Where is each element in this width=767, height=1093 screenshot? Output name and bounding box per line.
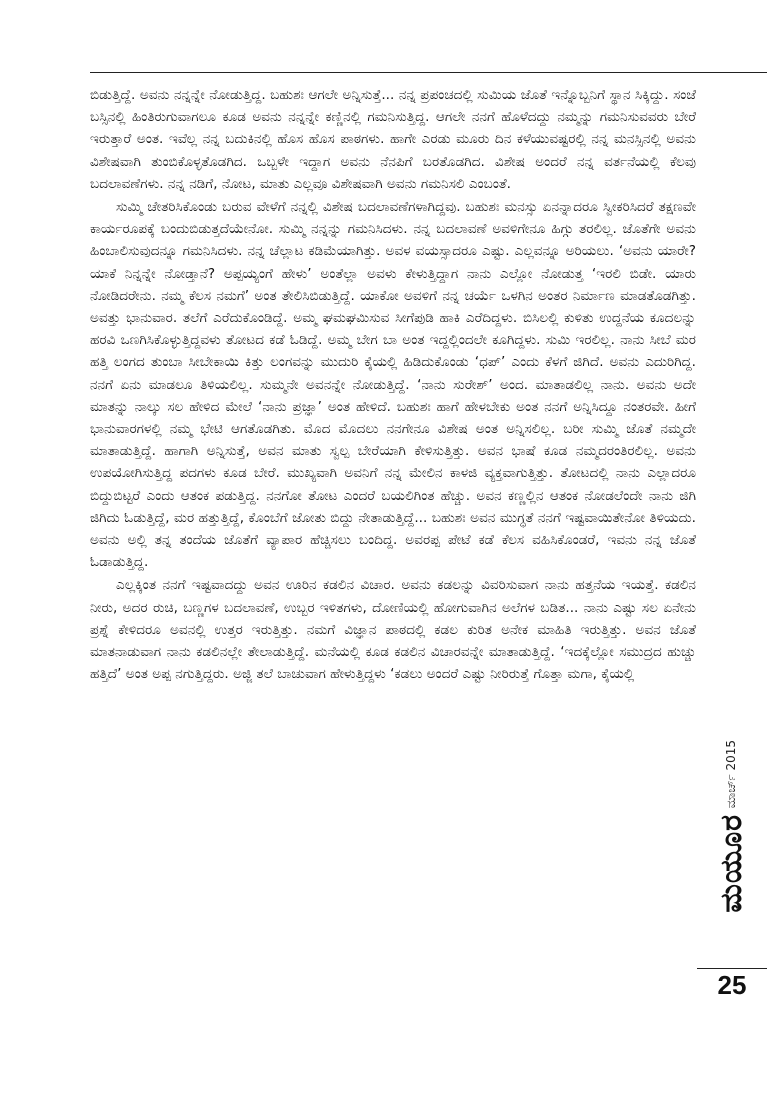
header-rule [90,72,767,73]
page-number: 25 [717,970,747,1000]
sidebar-text [709,740,753,960]
article-paragraph-2: ಸುಮ್ಮಿ ಚೇತರಿಸಿಕೊಂಡು ಬರುವ ವೇಳೆಗೆ ನನ್ನಲ್ಲಿ ವಿಶೇಷ ಬದಲಾವಣೆಗಳಾಗಿದ್ದವು. ಬಹುಶಃ ಮನಸ್ಸು ಏನನ್ನಾದರೂ ಸ್ವೀಕರಿಸಿದರೆ ತಕ್ಷಣವೇ ಕಾರ್ಯರೂಪಕ್ಕೆ ಬಂದುಬಿಡುತ್ತದೆಯೇನೋ. ಸುಮ್ಮಿ ನನ್ನನ್ನು ಗಮನಿಸಿದಳು. ನನ್ನ ಬದಲಾವಣೆ ಅವಳಿಗೇನೂ ಹಿಗ್ಗು ತರಲಿಲ್ಲ. ಜೊತೆಗೇ ಅವನು ಹಿಂಬಾಲಿಸುವುದನ್ನೂ ಗಮನಿಸಿದಳು. ನನ್ನ ಚೆಲ್ಲಾಟ ಕಡಿಮೆಯಾಗಿತ್ತು. ಅವಳ ವಯಸ್ಸಾದರೂ ಎಷ್ಟು. ಎಲ್ಲವನ್ನೂ ಅರಿಯಲು. ‘ಅವನು ಯಾರೇ? ಯಾಕೆ ನಿನ್ನನ್ನೇ ನೋಡ್ತಾನೆ? ಅಪ್ಪಯ್ಯಂಗೆ ಹೇಳು’ ಅಂತೆಲ್ಲಾ ಅವಳು ಕೇಳುತ್ತಿದ್ದಾಗ ನಾನು ಎಲ್ಲೋ ನೋಡುತ್ತ ‘ಇರಲಿ ಬಿಡೇ. ಯಾರು ನೋಡಿದರೇನು. ನಮ್ಮ ಕೆಲಸ ನಮಗೆ’ ಅಂತ ತೇಲಿಸಿಬಿಡುತ್ತಿದ್ದೆ. ಯಾಕೋ ಅವಳಿಗೆ ನನ್ನ ಚರ್ಯೆ ಒಳಗಿನ ಅಂತರ ನಿರ್ಮಾಣ ಮಾಡತೊಡಗಿತ್ತು. ಅವತ್ತು ಭಾನುವಾರ. ತಲೆಗೆ ಎರೆದುಕೊಂಡಿದ್ದೆ. ಅಮ್ಮ ಘಮಘಮಿಸುವ ಸೀಗೆಪುಡಿ ಹಾಕಿ ಎರೆದಿದ್ದಳು. ಬಿಸಿಲಲ್ಲಿ ಕುಳಿತು ಉದ್ದನೆಯ ಕೂದಲನ್ನು ಹರವಿ ಒಣಗಿಸಿಕೊಳ್ಳುತ್ತಿದ್ದವಳು ತೋಟದ ಕಡೆ ಓಡಿದ್ದೆ. ಅಮ್ಮ ಬೇಗ ಬಾ ಅಂತ ಇದ್ದಲ್ಲಿಂದಲೇ ಕೂಗಿದ್ದಳು. ಸುಮಿ ಇರಲಿಲ್ಲ. ನಾನು ಸೀಬೆ ಮರ ಹತ್ತಿ ಲಂಗದ ತುಂಬಾ ಸೀಬೇಕಾಯಿ ಕಿತ್ತು ಲಂಗವನ್ನು ಮುದುರಿ ಕೈಯಲ್ಲಿ ಹಿಡಿದುಕೊಂಡು ‘ಧಪ್’ ಎಂದು ಕೆಳಗೆ ಜಿಗಿದೆ. ಅವನು ಎದುರಿಗಿದ್ದ. ನನಗೆ ಏನು ಮಾಡಲೂ ತಿಳಿಯಲಿಲ್ಲ. ಸುಮ್ಮನೇ ಅವನನ್ನೇ ನೋಡುತ್ತಿದ್ದೆ. ‘ನಾನು ಸುರೇಶ್’ ಅಂದ. ಮಾತಾಡಲಿಲ್ಲ ನಾನು. ಅವನು ಅದೇ ಮಾತನ್ನು ನಾಲ್ಕು ಸಲ ಹೇಳಿದ ಮೇಲೆ ‘ನಾನು ಪ್ರಜ್ಞಾ’ ಅಂತ ಹೇಳಿದೆ. ಬಹುಶಃ ಹಾಗೆ ಹೇಳಬೇಕು ಅಂತ ನನಗೆ ಅನ್ನಿಸಿದ್ದೂ ನಂತರವೇ. ಹೀಗೆ ಭಾನುವಾರಗಳಲ್ಲಿ ನಮ್ಮ ಭೇಟಿ ಆಗತೊಡಗಿತು. ಮೊದ ಮೊದಲು ನನಗೇನೂ ವಿಶೇಷ ಅಂತ ಅನ್ನಿಸಲಿಲ್ಲ. ಬರೀ ಸುಮ್ಮಿ ಜೊತೆ ನಮ್ಮದೇ ಮಾತಾಡುತ್ತಿದ್ದೆ. ಹಾಗಾಗಿ ಅನ್ನಿಸುತ್ತೆ, ಅವನ ಮಾತು ಸ್ವಲ್ಪ ಬೇರೆಯಾಗಿ ಕೇಳಿಸುತ್ತಿತ್ತು. ಅವನ ಭಾಷೆ ಕೂಡ ನಮ್ಮದರಂತಿರಲಿಲ್ಲ. ಅವನು ಉಪಯೋಗಿಸುತ್ತಿದ್ದ ಪದಗಳು ಕೂಡ ಬೇರೆ. ಮುಖ್ಯವಾಗಿ ಅವನಿಗೆ ನನ್ನ ಮೇಲಿನ ಕಾಳಜಿ ವ್ಯಕ್ತವಾಗುತ್ತಿತ್ತು. ತೋಟದಲ್ಲಿ ನಾನು ಎಲ್ಲಾದರೂ ಬಿದ್ದುಬಿಟ್ಟರೆ ಎಂದು ಆತಂಕ ಪಡುತ್ತಿದ್ದ. ನನಗೋ ತೋಟ ಎಂದರೆ ಬಯಲಿಗಿಂತ ಹೆಚ್ಚು. ಅವನ ಕಣ್ಣಲ್ಲಿನ ಆತಂಕ ನೋಡಲೆಂದೇ ನಾನು ಜಿಗಿ ಜಿಗಿದು ಓಡುತ್ತಿದ್ದೆ, ಮರ ಹತ್ತುತ್ತಿದ್ದೆ, ಕೊಂಬೆಗೆ ಜೋತು ಬಿದ್ದು ನೇತಾಡುತ್ತಿದ್ದೆ... ಬಹುಶಃ ಅವನ ಮುಗ್ಧತೆ ನನಗೆ ಇಷ್ಟವಾಯಿತೇನೋ ತಿಳಿಯದು. ಅವನು ಅಲ್ಲಿ ತನ್ನ ತಂದೆಯ ಜೊತೆಗೆ ವ್ಯಾಪಾರ ಹೆಚ್ಚಿಸಲು ಬಂದಿದ್ದ. ಅವರಪ್ಪ ಪೇಟೆ ಕಡೆ ಕೆಲಸ ವಹಿಸಿಕೊಂಡರೆ, ಇವನು ನನ್ನ ಜೊತೆ ಓಡಾಡುತ್ತಿದ್ದ. [90,199,696,571]
article-paragraph-1: ಬಿಡುತ್ತಿದ್ದೆ. ಅವನು ನನ್ನನ್ನೇ ನೋಡುತ್ತಿದ್ದ. ಬಹುಶಃ ಆಗಲೇ ಅನ್ನಿಸುತ್ತೆ... ನನ್ನ ಪ್ರಪಂಚದಲ್ಲಿ ಸುಮಿಯ ಜೊತೆ ಇನ್ನೊಬ್ಬನಿಗೆ ಸ್ಥಾನ ಸಿಕ್ಕಿದ್ದು. ಸಂಜೆ ಬಸ್ಸಿನಲ್ಲಿ ಹಿಂತಿರುಗುವಾಗಲೂ ಕೂಡ ಅವನು ನನ್ನನ್ನೇ ಕಣ್ಣಿನಲ್ಲಿ ಗಮನಿಸುತ್ತಿದ್ದ. ಆಗಲೇ ನನಗೆ ಹೊಳೆದದ್ದು ನಮ್ಮನ್ನು ಗಮನಿಸುವವರು ಬೇರೆ ಇರುತ್ತಾರೆ ಅಂತ. ಇವೆಲ್ಲ ನನ್ನ ಬದುಕಿನಲ್ಲಿ ಹೊಸ ಹೊಸ ಪಾಠಗಳು. ಹಾಗೇ ಎರಡು ಮೂರು ದಿನ ಕಳೆಯುವಷ್ಟರಲ್ಲಿ ನನ್ನ ಮನಸ್ಸಿನಲ್ಲಿ ಅವನು ವಿಶೇಷವಾಗಿ ತುಂಬಿಕೊಳ್ಳತೊಡಗಿದ. ಒಬ್ಬಳೇ ಇದ್ದಾಗ ಅವನು ನೆನಪಿಗೆ ಬರತೊಡಗಿದ. ವಿಶೇಷ ಅಂದರೆ ನನ್ನ ವರ್ತನೆಯಲ್ಲಿ ಕೆಲವು ಬದಲಾವಣೆಗಳು. ನನ್ನ ನಡಿಗೆ, ನೋಟ, ಮಾತು ಎಲ್ಲವೂ ವಿಶೇಷವಾಗಿ ಅವನು ಗಮನಿಸಲಿ ಎಂಬಂತೆ. [90,87,696,192]
page-sidebar [697,736,767,1076]
issue-month: ಮಾರ್ಚ್ 2015 [724,740,738,809]
article-paragraph-3: ಎಲ್ಲಕ್ಕಿಂತ ನನಗೆ ಇಷ್ಟವಾದದ್ದು ಅವನ ಊರಿನ ಕಡಲಿನ ವಿಚಾರ. ಅವನು ಕಡಲನ್ನು ವಿವರಿಸುವಾಗ ನಾನು ಹತ್ತನೆಯ ಇಯತ್ತೆ. ಕಡಲಿನ ನೀರು, ಅದರ ರುಚಿ, ಬಣ್ಣಗಳ ಬದಲಾವಣೆ, ಉಬ್ಬರ ಇಳಿತಗಳು, ದೋಣಿಯಲ್ಲಿ ಹೋಗುವಾಗಿನ ಅಲೆಗಳ ಬಡಿತ... ನಾನು ಎಷ್ಟು ಸಲ ಏನೇನು ಪ್ರಶ್ನೆ ಕೇಳಿದರೂ ಅವನಲ್ಲಿ ಉತ್ತರ ಇರುತ್ತಿತ್ತು. ನಮಗೆ ವಿಜ್ಞಾನ ಪಾಠದಲ್ಲಿ ಕಡಲ ಕುರಿತ ಅನೇಕ ಮಾಹಿತಿ ಇರುತ್ತಿತ್ತು. ಅವನ ಜೊತೆ ಮಾತನಾಡುವಾಗ ನಾನು ಕಡಲಿನಲ್ಲೇ ತೇಲಾಡುತ್ತಿದ್ದೆ. ಮನೆಯಲ್ಲಿ ಕೂಡ ಕಡಲಿನ ವಿಚಾರವನ್ನೇ ಮಾತಾಡುತ್ತಿದ್ದೆ. ‘ಇದಕ್ಕೆಲ್ಲೋ ಸಮುದ್ರದ ಹುಚ್ಚು ಹತ್ತಿದೆ’ ಅಂತ ಅಪ್ಪ ನಗುತ್ತಿದ್ದರು. ಅಜ್ಜಿ ತಲೆ ಬಾಚುವಾಗ ಹೇಳುತ್ತಿದ್ದಳು ‘ಕಡಲು ಅಂದರೆ ಎಷ್ಟು ನೀರಿರುತ್ತೆ ಗೊತ್ತಾ ಮಗಾ, ಕೈಯಲ್ಲಿ [90,577,696,683]
article-body [90,84,696,685]
magazine-name: ಮಯೂರ [713,814,749,913]
footer-rule [697,968,767,969]
